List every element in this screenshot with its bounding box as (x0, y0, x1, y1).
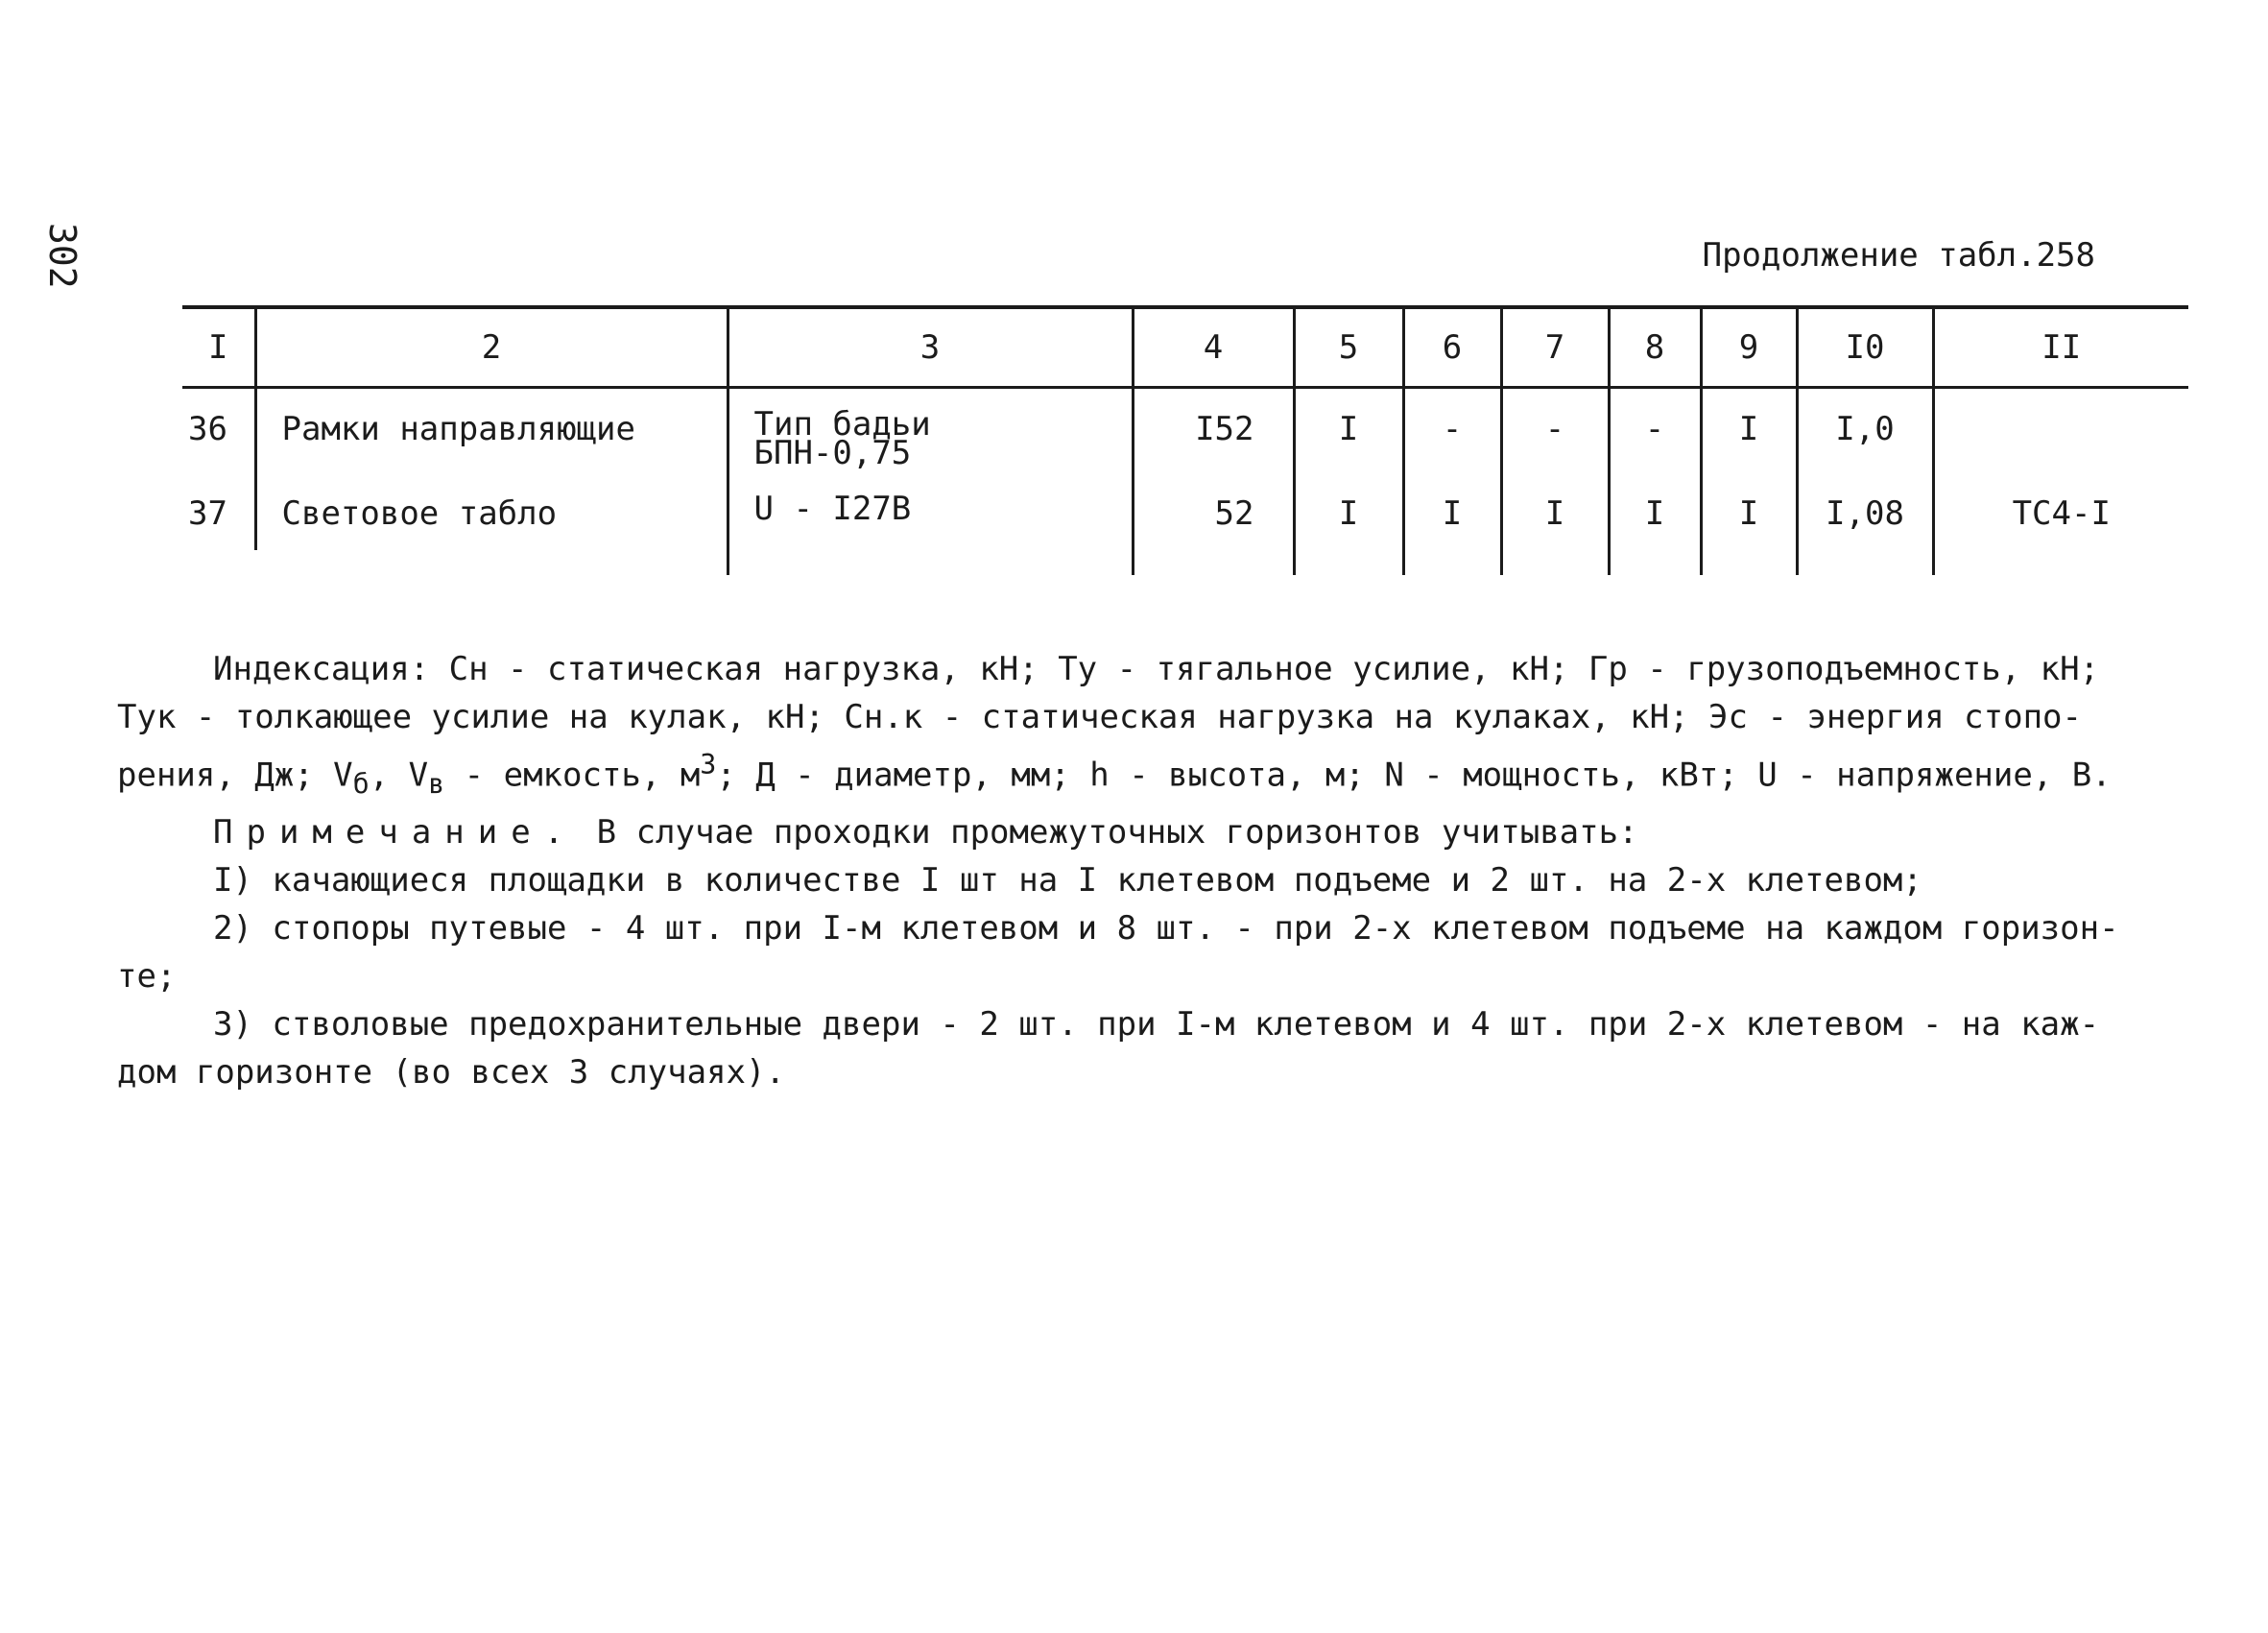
indexation-text: - емкость, м (444, 756, 701, 795)
subscript-b: б (352, 768, 370, 801)
header-col-9: 9 (1701, 307, 1797, 388)
note-item-2-cont: те; (117, 957, 177, 997)
tail-cell (728, 550, 1133, 575)
row-type-line1: Тип бадьи (753, 405, 931, 444)
row-col-7: - (1501, 388, 1609, 492)
row-col-9: I (1701, 388, 1797, 492)
header-col-7: 7 (1501, 307, 1609, 388)
row-col-10: I,0 (1797, 388, 1933, 492)
header-col-11: II (1933, 307, 2188, 388)
tail-cell (1609, 550, 1701, 575)
row-col-6: - (1403, 388, 1501, 492)
row-col-4: 52 (1133, 491, 1294, 550)
indexation-text: , V (369, 756, 429, 795)
row-col-5: I (1294, 491, 1403, 550)
note-item-3: 3) стволовые предохранительные двери - 2 шт. при I-м клетевом и 4 шт. при 2-х клетевом - на каж- (213, 1005, 2100, 1045)
row-col-9: I (1701, 491, 1797, 550)
table-header-row (182, 307, 2188, 388)
equipment-table (182, 305, 2188, 575)
row-col-6: I (1403, 491, 1501, 550)
row-col-4: I52 (1133, 388, 1294, 492)
table-row (182, 491, 2188, 550)
header-col-3: 3 (728, 307, 1133, 388)
row-type-line1: U - I27B (753, 490, 912, 528)
tail-cell (1933, 550, 2188, 575)
note-intro: В случае проходки промежуточных горизонтов учитывать: (577, 813, 1638, 853)
tail-cell (1797, 550, 1933, 575)
table-caption: Продолжение табл.258 (1702, 236, 2095, 275)
indexation-line-2: Тук - толкающее усилие на кулак, кН; Сн.к - статическая нагрузка на кулаках, кН; Эс - энергия стопо- (117, 698, 2082, 736)
table-row-tail (182, 550, 2188, 575)
indexation-line-3 (117, 741, 2171, 808)
tail-cell (255, 550, 728, 575)
row-number: 36 (188, 410, 227, 448)
header-col-2: 2 (255, 307, 728, 388)
row-col-7: I (1501, 491, 1609, 550)
indexation-line-1: Индексация: Сн - статическая нагрузка, кН; Ту - тягальное усилие, кН; Гр - грузоподъемность, кН; (213, 650, 2100, 688)
note-label: Примечание. (213, 813, 578, 853)
row-type (728, 388, 1133, 492)
notes-section (117, 645, 2171, 1096)
row-col-5: I (1294, 388, 1403, 492)
header-col-10: I0 (1797, 307, 1933, 388)
row-type (728, 491, 1133, 550)
indexation-text: рения, Дж; V (117, 756, 353, 795)
subscript-v: в (428, 768, 445, 801)
superscript-3: 3 (700, 749, 717, 780)
header-col-6: 6 (1403, 307, 1501, 388)
row-type-line2: БПН-0,75 (753, 434, 912, 472)
row-col-8: I (1609, 491, 1701, 550)
row-col-8: - (1609, 388, 1701, 492)
tail-cell (1133, 550, 1294, 575)
row-name: Световое табло (255, 491, 728, 550)
header-col-1: I (182, 307, 255, 388)
row-name: Рамки направляющие (255, 388, 728, 492)
table-row (182, 388, 2188, 492)
tail-cell (182, 550, 255, 575)
indexation-text: ; Д - диаметр, мм; h - высота, м; N - мощность, кВт; U - напряжение, В. (716, 756, 2112, 795)
note-item-3-cont: дом горизонте (во всех 3 случаях). (117, 1053, 785, 1093)
tail-cell (1701, 550, 1797, 575)
note-item-2: 2) стопоры путевые - 4 шт. при I-м клетевом и 8 шт. - при 2-х клетевом подъеме на каждом горизон- (213, 909, 2119, 949)
header-col-4: 4 (1133, 307, 1294, 388)
header-col-5: 5 (1294, 307, 1403, 388)
tail-cell (1501, 550, 1609, 575)
page-number: 302 (41, 223, 84, 289)
header-col-8: 8 (1609, 307, 1701, 388)
note-heading (213, 808, 2171, 856)
note-item-1: I) качающиеся площадки в количестве I шт на I клетевом подъеме и 2 шт. на 2-х клетевом; (213, 861, 1922, 901)
row-col-10: I,08 (1797, 491, 1933, 550)
row-col-11: ТС4-I (1933, 491, 2188, 550)
row-col-11 (1933, 388, 2188, 492)
row-number: 37 (188, 494, 227, 533)
tail-cell (1403, 550, 1501, 575)
tail-cell (1294, 550, 1403, 575)
